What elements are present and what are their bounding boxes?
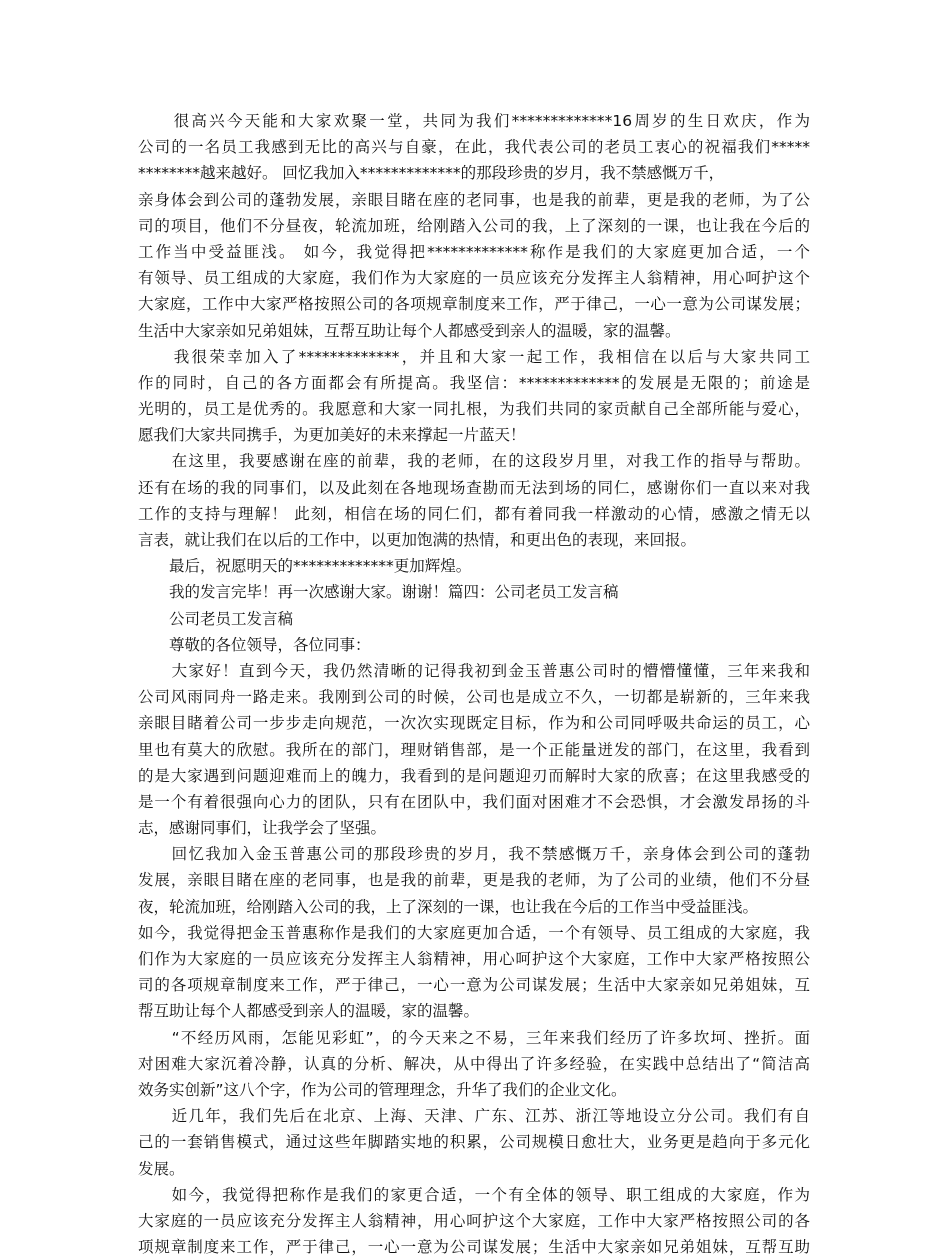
text-line: 大家好！直到今天，我仍然清晰的记得我初到金玉普惠公司时的懵懵懂懂，三年来我和 <box>138 661 810 680</box>
text-line: 亲身体会到公司的蓬勃发展，亲眼目睹在座的老同事，也是我的前辈，更是我的老师，为了公 <box>138 190 810 209</box>
text-line: 公司的一名员工我感到无比的高兴与自豪，在此，我代表公司的老员工衷心的祝福我们***** <box>138 138 810 157</box>
text-line: 有领导、员工组成的大家庭，我们作为大家庭的一员应该充分发挥主人翁精神，用心呵护这个 <box>138 269 810 288</box>
text-line: 的是大家遇到问题迎难而上的魄力，我看到的是问题迎刃而解时大家的欣喜；在这里我感受的 <box>138 766 810 785</box>
text-line: 志，感谢同事们，让我学会了坚强。 <box>138 819 387 838</box>
text-line: 回忆我加入金玉普惠公司的那段珍贵的岁月，我不禁感慨万千，亲身体会到公司的蓬勃 <box>138 845 810 864</box>
text-line: 光明的，员工是优秀的。我愿意和大家一同扎根，为我们共同的家贡献自己全部所能与爱心， <box>138 400 810 419</box>
text-line: 亲眼目睹着公司一步步走向规范，一次次实现既定目标，作为和公司同呼吸共命运的员工，心 <box>138 714 810 733</box>
text-line: 司的各项规章制度来工作，严于律己，一心一意为公司谋发展；生活中大家亲如兄弟姐妹，互 <box>138 976 810 995</box>
text-line: 很高兴今天能和大家欢聚一堂，共同为我们*************16周岁的生日欢庆，作为 <box>138 112 810 130</box>
text-line: 对困难大家沉着冷静，认真的分析、解决，从中得出了许多经验，在实践中总结出了“简洁高 <box>138 1054 810 1073</box>
text-line: 在这里，我要感谢在座的前辈，我的老师，在的这段岁月里，对我工作的指导与帮助。 <box>138 452 810 471</box>
text-line: 近几年，我们先后在北京、上海、天津、广东、江苏、浙江等地设立分公司。我们有自 <box>138 1107 810 1126</box>
text-line: 夜，轮流加班，给刚踏入公司的我，上了深刻的一课，也让我在今后的工作当中受益匪浅。 <box>138 897 759 916</box>
text-line: 效务实创新”这八个字，作为公司的管理理念，升华了我们的企业文化。 <box>138 1080 627 1099</box>
text-line: 己的一套销售模式，通过这些年脚踏实地的积累，公司规模日愈壮大，业务更是趋向于多元化 <box>138 1133 810 1152</box>
text-line: 愿我们大家共同携手，为更加美好的未来撑起一片蓝天！ <box>138 426 526 445</box>
text-line: 还有在场的我的同事们，以及此刻在各地现场查勘而无法到场的同仁，感谢你们一直以来对我 <box>138 478 810 497</box>
text-line: 公司老员工发言稿 <box>138 609 294 628</box>
text-line: 公司风雨同舟一路走来。我刚到公司的时候，公司也是成立不久，一切都是崭新的，三年来我 <box>138 688 810 707</box>
text-line: 尊敬的各位领导，各位同事： <box>138 635 371 654</box>
text-line: 生活中大家亲如兄弟姐妹，互帮互助让每个人都感受到亲人的温暖，家的温馨。 <box>138 321 681 340</box>
text-line: ********越来越好。 回忆我加入*************的那段珍贵的岁月，我不禁感慨万千， <box>138 164 725 183</box>
text-line: 发展。 <box>138 1159 185 1178</box>
document-body <box>138 108 810 1260</box>
text-line: 最后，祝愿明天的*************更加辉煌。 <box>138 557 472 576</box>
text-line: 司的项目，他们不分昼夜，轮流加班，给刚踏入公司的我，上了深刻的一课，也让我在今后的 <box>138 216 810 235</box>
text-line: 大家庭的一员应该充分发挥主人翁精神，用心呵护这个大家庭，工作中大家严格按照公司的各 <box>138 1211 810 1230</box>
text-line: 里也有莫大的欣慰。我所在的部门，理财销售部，是一个正能量迸发的部门，在这里，我看到 <box>138 740 810 759</box>
text-line: 作的同时，自己的各方面都会有所提高。我坚信：*************的发展是无限的；前途是 <box>138 373 810 392</box>
text-line: 项规章制度来工作，严于律己，一心一意为公司谋发展；生活中大家亲如兄弟姐妹，互帮互助 <box>138 1238 810 1257</box>
text-line: 如今，我觉得把金玉普惠称作是我们的大家庭更加合适，一个有领导、员工组成的大家庭，我 <box>138 923 810 942</box>
text-line: 是一个有着很强向心力的团队，只有在团队中，我们面对困难才不会恐惧，才会激发昂扬的斗 <box>138 792 810 811</box>
text-line: 大家庭，工作中大家严格按照公司的各项规章制度来工作，严于律己，一心一意为公司谋发展； <box>138 295 810 314</box>
text-line: 工作的支持与理解！ 此刻，相信在场的同仁们，都有着同我一样激动的心情，感激之情无以 <box>138 504 810 523</box>
text-line: 言表，就让我们在以后的工作中，以更加饱满的热情，和更出色的表现，来回报。 <box>138 531 697 549</box>
text-line: 发展，亲眼目睹在座的老同事，也是我的前辈，更是我的老师，为了公司的业绩，他们不分昼 <box>138 871 810 890</box>
text-line: 工作当中受益匪浅。 如今，我觉得把*************称作是我们的大家庭更加合适，一个 <box>138 242 810 261</box>
text-line: 我的发言完毕！再一次感谢大家。谢谢！篇四：公司老员工发言稿 <box>138 583 619 602</box>
text-line: 帮互助让每个人都感受到亲人的温暖，家的温馨。 <box>138 1002 480 1021</box>
text-line: 们作为大家庭的一员应该充分发挥主人翁精神，用心呵护这个大家庭，工作中大家严格按照公 <box>138 950 810 968</box>
text-line: 如今，我觉得把称作是我们的家更合适，一个有全体的领导、职工组成的大家庭，作为 <box>138 1185 810 1204</box>
text-line: “不经历风雨，怎能见彩虹”，的今天来之不易，三年来我们经历了许多坎坷、挫折。面 <box>138 1028 810 1047</box>
text-line: 我很荣幸加入了*************，并且和大家一起工作，我相信在以后与大家共同工 <box>138 347 810 366</box>
